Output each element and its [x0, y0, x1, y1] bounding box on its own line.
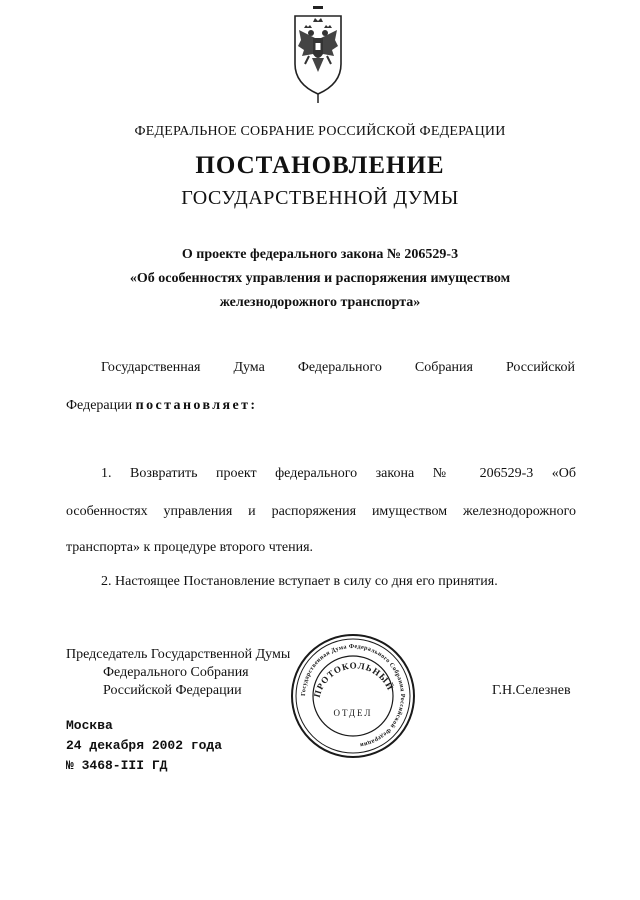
subject-line-1: О проекте федерального закона № 206529-3 — [181, 247, 459, 262]
document-number: № 3468-III ГД — [66, 758, 168, 773]
coat-of-arms-icon — [289, 6, 347, 104]
city: Москва — [66, 718, 113, 733]
stamp-center-top-text: ПРОТОКОЛЬНЫЙ — [311, 660, 396, 699]
svg-text:ПРОТОКОЛЬНЫЙ — [312, 660, 396, 698]
signatory-title-line-2: Федерального Собрания — [103, 665, 249, 680]
official-seal-stamp — [289, 632, 417, 760]
item-1-line-3: транспорта» к процедуре второго чтения. — [66, 540, 314, 555]
document-date: 24 декабря 2002 года — [66, 738, 223, 753]
preamble-line-2-start: Федерации — [66, 398, 133, 413]
stamp-center-bottom-text: ОТДЕЛ — [333, 708, 373, 718]
signatory-title-line-3: Российской Федерации — [103, 683, 242, 698]
subject-line-2: «Об особенностях управления и распоряжения имуществом — [129, 271, 511, 286]
item-1-line-1: 1. Возвратить проект федерального закона № 206529-3 «Об — [101, 466, 576, 481]
item-2: 2. Настоящее Постановление вступает в силу со дня его принятия. — [101, 574, 498, 589]
preamble-line-1: Государственная Дума Федерального Собрания Российской — [101, 360, 575, 375]
preamble-line-2 — [66, 398, 257, 414]
item-1-line-2: особенностях управления и распоряжения имуществом железнодорожного — [66, 504, 576, 519]
document-type-title: ПОСТАНОВЛЕНИЕ — [195, 152, 445, 179]
signatory-name: Г.Н.Селезнев — [492, 683, 571, 698]
organization-name: ФЕДЕРАЛЬНОЕ СОБРАНИЕ РОССИЙСКОЙ ФЕДЕРАЦИИ — [134, 124, 506, 139]
document-issuer-title: ГОСУДАРСТВЕННОЙ ДУМЫ — [181, 187, 459, 209]
subject-line-3: железнодорожного транспорта» — [219, 295, 421, 310]
resolves-keyword: постановляет: — [135, 398, 258, 413]
signatory-title-line-1: Председатель Государственной Думы — [66, 647, 291, 662]
stamp-ring-text: Государственная Дума Федерального Собрания Российской Федерации — [299, 642, 407, 749]
